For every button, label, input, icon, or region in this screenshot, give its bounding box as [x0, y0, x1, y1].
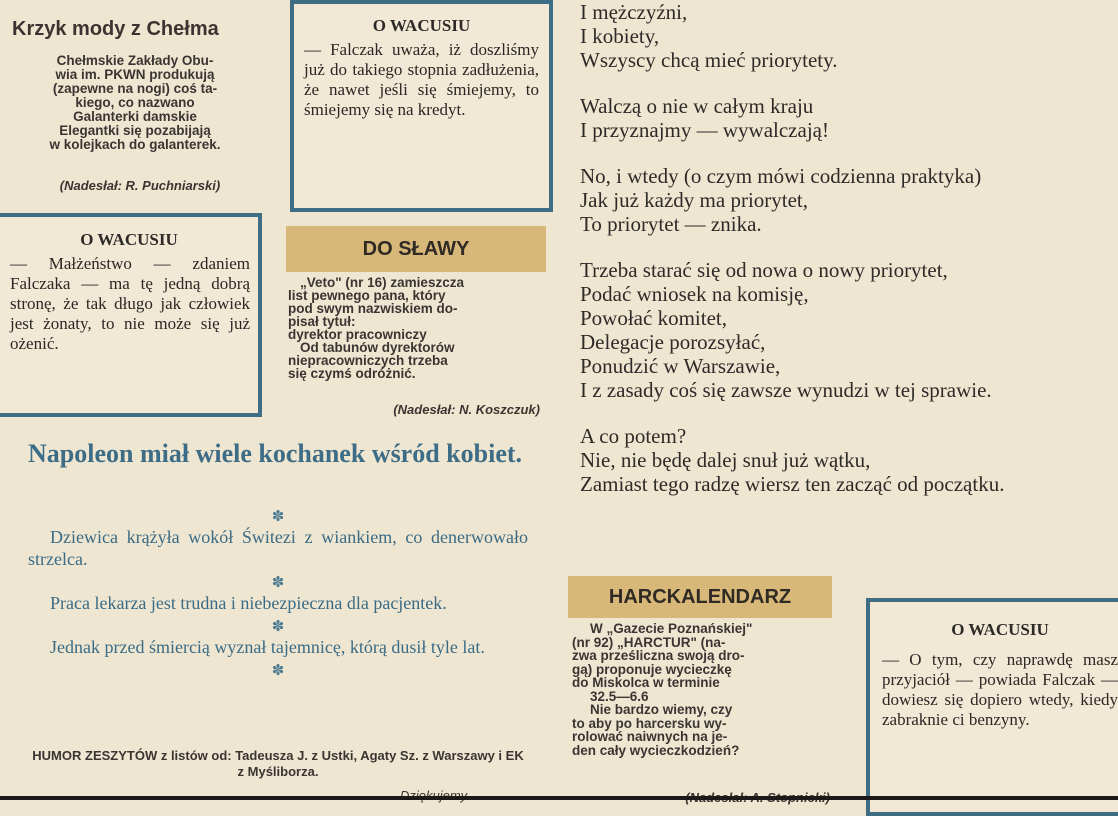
krzyk-mody-signature: (Nadesłał: R. Puchniarski)	[59, 178, 221, 193]
harckalendarz-line: rolować naiwnych na je-	[572, 729, 728, 744]
krzyk-line: wia im. PKWN produkują	[55, 67, 215, 82]
krzyk-mody-body	[10, 54, 260, 152]
joke-item: Dziewica krążyła wokół Świtezi z wiankiem, co denerwowało strzelca.	[28, 527, 528, 569]
krzyk-line: Galanterki damskie	[73, 109, 197, 124]
snowflake-icon: ✽	[271, 663, 285, 679]
poem-line: Trzeba starać się od nowa o nowy priorytet,	[580, 258, 948, 282]
box-title: O WACUSIU	[951, 620, 1049, 639]
poem-line: Podać wniosek na komisję,	[580, 282, 809, 306]
do-slawy-line: pod swym nazwiskiem do-	[288, 301, 458, 316]
humor-zeszytow-credits: HUMOR ZESZYTÓW z listów od: Tadeusza J. z Ustki, Agaty Sz. z Warszawy i EK z Myśliborza.	[32, 748, 524, 779]
o-wacusiu-box-top	[290, 0, 553, 212]
do-slawy-line: się czymś odróżnić.	[288, 366, 416, 381]
harckalendarz-header: HARCKALENDARZ	[568, 576, 832, 618]
do-slawy-line: pisał tytuł:	[288, 314, 356, 329]
joke-item: Praca lekarza jest trudna i niebezpieczna dla pacjentek.	[50, 593, 447, 613]
harckalendarz-line: gą) proponuje wycieczkę	[572, 661, 732, 677]
poem-line: I z zasady coś się zawsze wynudzi w tej sprawie.	[580, 378, 992, 402]
krzyk-line: w kolejkach do galanterek.	[49, 137, 221, 152]
poem-line: I kobiety,	[580, 24, 660, 48]
do-slawy-line: Od tabunów dyrektorów	[300, 340, 455, 355]
box-body: — Małżeństwo — zdaniem Falczaka — ma tę jedną dobrą stronę, że tak długo jak człowiek jest żonaty, to nie może się już ożenić.	[10, 254, 250, 353]
krzyk-line: (zapewne na nogi) coś ta-	[52, 81, 218, 96]
harckalendarz-body	[572, 622, 834, 757]
harckalendarz-line: (nr 92) „HARCTUR" (na-	[572, 634, 726, 650]
harckalendarz-line: W „Gazecie Poznańskiej"	[590, 621, 753, 636]
do-slawy-body	[288, 276, 546, 380]
poem-line: To priorytet — znika.	[580, 212, 762, 236]
box-body: — O tym, czy naprawdę masz przyjaciół — powiada Falczak — dowiesz się dopiero wtedy, kiedy zabraknie ci benzyny.	[882, 650, 1118, 729]
harckalendarz-line: do Miskolca w terminie	[572, 675, 720, 690]
box-body: — Falczak uważa, iż doszliśmy już do takiego stopnia zadłużenia, że nawet jeśli się śmiejemy, to śmiejemy się na kredyt.	[304, 40, 539, 119]
poem-line: Wszyscy chcą mieć priorytety.	[580, 48, 838, 72]
poem-line: Walczą o nie w całym kraju	[580, 94, 814, 118]
harckalendarz-line: Nie bardzo wiemy, czy	[590, 702, 733, 717]
do-slawy-line: list pewnego pana, który	[288, 288, 446, 303]
snowflake-icon: ✽	[271, 575, 285, 591]
box-title: O WACUSIU	[372, 16, 471, 35]
harckalendarz-line: den cały wycieczkodzień?	[572, 742, 740, 758]
do-slawy-line: niepracowniczych trzeba	[288, 353, 448, 368]
poem-line: Jak już każdy ma priorytet,	[580, 188, 809, 212]
do-slawy-header: DO SŁAWY	[286, 226, 546, 272]
harckalendarz-line: zwa prześliczna swoją dro-	[572, 648, 745, 663]
poem-line: Ponudzić w Warszawie,	[580, 354, 781, 378]
poem-line: Powołać komitet,	[580, 306, 727, 330]
krzyk-line: Chełmskie Zakłady Obu-	[56, 53, 214, 68]
o-wacusiu-box-left	[0, 213, 262, 417]
poem-line: I przyznajmy — wywalczają!	[580, 118, 829, 142]
do-slawy-signature: (Nadesłał: N. Koszczuk)	[393, 402, 540, 417]
do-slawy-line: dyrektor pracowniczy	[288, 327, 427, 342]
krzyk-mody-title: Krzyk mody z Chełma	[12, 18, 219, 40]
poem-line: No, i wtedy (o czym mówi codzienna praktyka)	[580, 164, 982, 188]
priorytety-poem	[580, 0, 1118, 496]
snowflake-icon: ✽	[271, 509, 285, 525]
poem-line: Delegacje porozsyłać,	[580, 330, 766, 354]
poem-line: Zamiast tego radzę wiersz ten zacząć od początku.	[580, 472, 1005, 496]
box-title: O WACUSIU	[80, 230, 178, 249]
do-slawy-line: „Veto" (nr 16) zamieszcza	[300, 275, 464, 290]
harckalendarz-line: to aby po harcersku wy-	[572, 715, 727, 731]
snowflake-icon: ✽	[271, 619, 285, 635]
poem-line: A co potem?	[580, 424, 687, 448]
poem-line: Nie, nie będę dalej snuł już wątku,	[580, 448, 871, 472]
joke-item: Jednak przed śmiercią wyznał tajemnicę, którą dusił tyle lat.	[50, 637, 485, 657]
harckalendarz-line: 32.5—6.6	[590, 688, 649, 704]
poem-line: I mężczyźni,	[580, 0, 688, 24]
krzyk-line: Elegantki się pozabijają	[59, 123, 211, 138]
napoleon-heading: Napoleon miał wiele kochanek wśród kobiet.	[28, 439, 523, 468]
o-wacusiu-box-right	[866, 598, 1118, 816]
jokes-list	[28, 504, 528, 680]
bottom-edge-bar	[0, 796, 1118, 800]
krzyk-line: kiego, co nazwano	[75, 95, 195, 110]
